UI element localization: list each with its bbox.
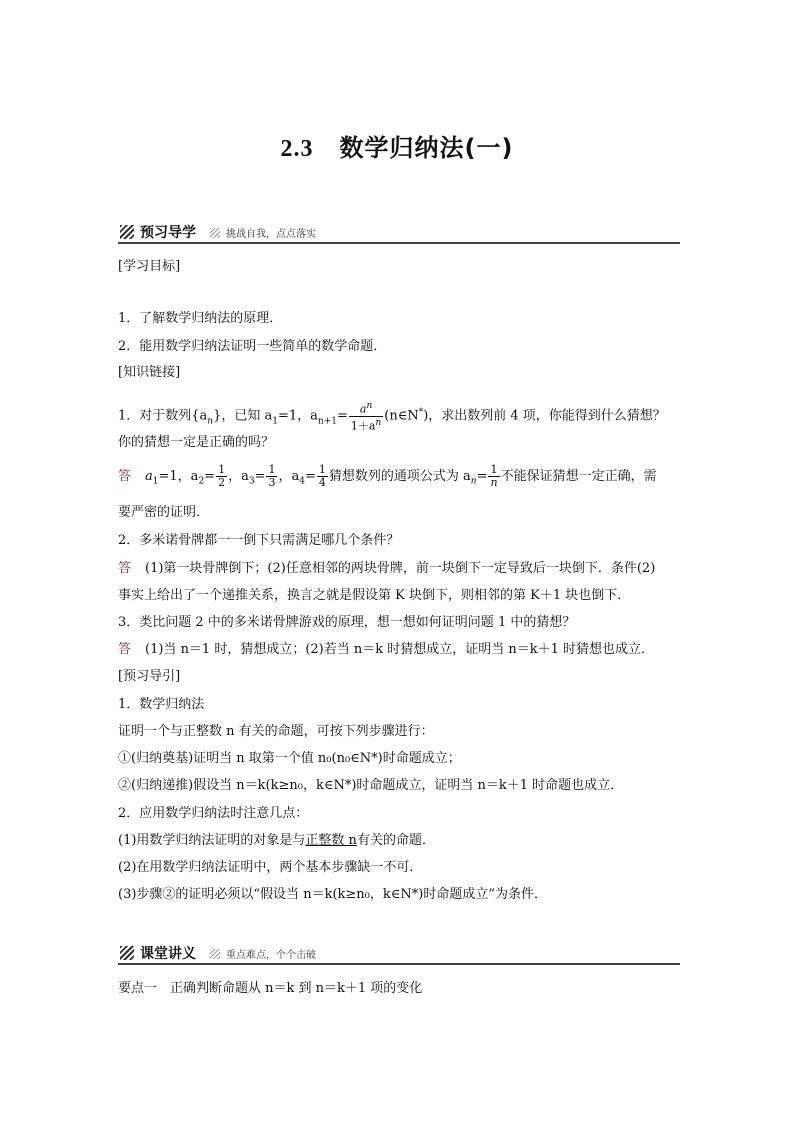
- section-header-lecture: [118, 943, 680, 963]
- title-text: 数学归纳法(一): [339, 134, 514, 162]
- answer-mark: 答: [118, 469, 132, 484]
- guide-item: 1．数学归纳法: [118, 697, 205, 712]
- section-label: 预习导学: [140, 225, 196, 241]
- key-point: 要点一 正确判断命题从 n＝k 到 n＝k＋1 项的变化: [118, 981, 423, 996]
- guide-note: (2)在用数学归纳法证明中，两个基本步骤缺一不可．: [118, 860, 423, 875]
- goal-item: 2．能用数学归纳法证明一些简单的数学命题．: [118, 339, 387, 354]
- guide-step: ②(归纳递推)假设当 n＝k(k≥n₀，k∈N*)时命题成立，证明当 n＝k＋1 时命题也成立．: [118, 778, 624, 793]
- question-3: 3．类比问题 2 中的多米诺骨牌游戏的原理，想一想如何证明问题 1 中的猜想？: [118, 615, 576, 630]
- stripe-icon: [210, 949, 220, 959]
- divider: [118, 963, 680, 965]
- goals-heading: [学习目标]: [118, 259, 181, 274]
- section-subtitle: 挑战自我，点点落实: [226, 229, 316, 240]
- stripe-icon: [120, 946, 134, 960]
- guide-note: (3)步骤②的证明必须以“假设当 n＝k(k≥n₀，k∈N*)时命题成立”为条件．: [118, 887, 547, 902]
- answer-2: 答 (1)第一块骨牌倒下；(2)任意相邻的两块骨牌，前一块倒下一定导致后一块倒下．条件(2): [118, 561, 656, 576]
- guide-note: (1)用数学归纳法证明的对象是与正整数 n有关的命题．: [118, 833, 435, 848]
- fraction: $\frac{1}{n}$: [490, 463, 498, 489]
- section-number: 2.3: [280, 136, 314, 162]
- guide-step: ①(归纳奠基)证明当 n 取第一个值 n₀(n₀∈N*)时命题成立；: [118, 751, 461, 766]
- stripe-icon: [210, 228, 220, 238]
- answer-1: 答 $a_1=1$，$a_2=$ $\frac{1}{2}$ ，$a_3=$ $\frac{1}{3}$ ，$a_4=$ $\frac{1}{4}$ 猜想数列的通项公式为 $a_n=$ $\frac{1}{n}$ 不能保证猜想一定正确，需: [118, 463, 657, 489]
- section-label: 课堂讲义: [140, 946, 196, 962]
- stripe-icon: [120, 225, 134, 239]
- guide-text: 证明一个与正整数 n 有关的命题，可按下列步骤进行：: [118, 724, 434, 739]
- answer-3: 答 (1)当 n＝1 时，猜想成立；(2)若当 n＝k 时猜想成立，证明当 n＝k＋1 时猜想也成立．: [118, 642, 655, 657]
- answer-1-cont: 要严密的证明．: [118, 505, 210, 520]
- links-heading: [知识链接]: [118, 365, 181, 380]
- fraction: $\frac{1}{4}$: [318, 463, 326, 489]
- answer-2-cont: 事实上给出了一个递推关系，换言之就是假设第 K 块倒下，则相邻的第 K＋1 块也倒下．: [118, 588, 631, 603]
- question-1-cont: 你的猜想一定是正确的吗？: [118, 435, 275, 450]
- fraction: $\frac{1}{2}$: [218, 463, 226, 489]
- page-title: [0, 128, 794, 163]
- guide-item: 2．应用数学归纳法时注意几点：: [118, 806, 309, 821]
- guide-heading: [预习导引]: [118, 669, 181, 684]
- answer-mark: 答: [118, 561, 132, 576]
- goal-item: 1．了解数学归纳法的原理．: [118, 311, 283, 326]
- fraction: $\frac{a^n}{1+a^n}$: [350, 401, 382, 433]
- divider: [118, 242, 680, 244]
- section-header-preview: [118, 222, 680, 242]
- underlined-term: 正整数 n: [305, 833, 357, 848]
- question-2: 2．多米诺骨牌都一一倒下只需满足哪几个条件？: [118, 533, 400, 548]
- answer-mark: 答: [118, 642, 132, 657]
- section-subtitle: 重点难点，个个击破: [226, 950, 316, 961]
- fraction: $\frac{1}{3}$: [268, 463, 276, 489]
- question-1: 1．对于数列$\{a_n\}$，已知 $a_1=1$，$a_{n+1}=$ $\frac{a^n}{1+a^n}$ (n∈N*)，求出数列前 4 项，你能得到什么猜想？: [118, 401, 666, 433]
